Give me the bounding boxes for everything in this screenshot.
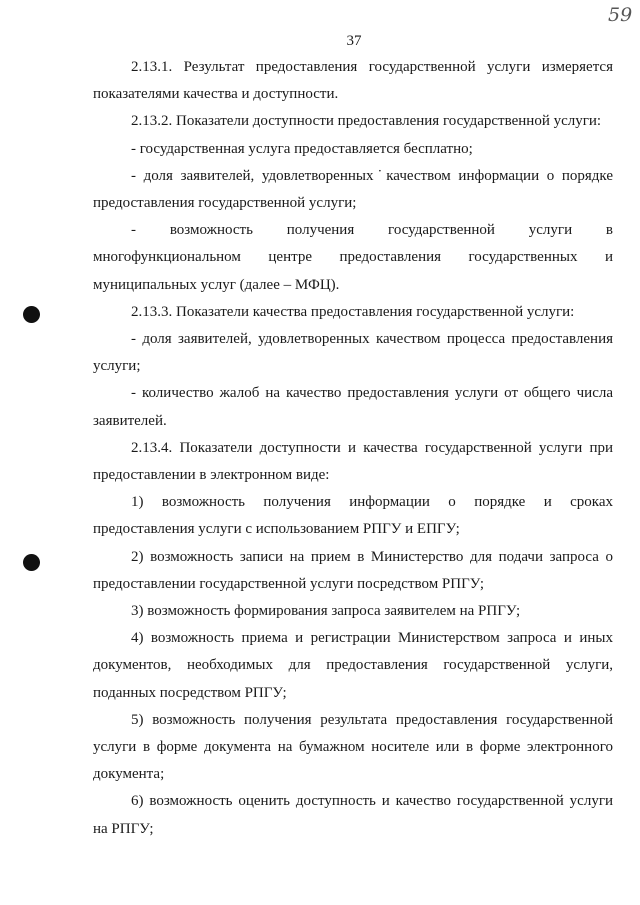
list-item: - доля заявителей, удовлетворенных качеством процесса предоставления услуги; <box>93 331 613 375</box>
list-item: - государственная услуга предоставляется бесплатно; <box>131 140 473 157</box>
list-item: - количество жалоб на качество предоставления услуги от общего числа заявителей. <box>93 385 613 429</box>
punch-hole <box>23 306 40 323</box>
page-number: 37 <box>346 33 362 49</box>
punch-hole <box>23 554 40 571</box>
list-item: 6) возможность оценить доступность и качество государственной услуги на РПГУ; <box>93 793 613 837</box>
list-item: 5) возможность получения результата предоставления государственной услуги в форме документа на бумажном носителе или в форме электронного документа; <box>93 711 613 783</box>
list-item: 4) возможность приема и регистрации Министерством запроса и иных документов, необходимых для предоставления государственной услуги, поданных посредством РПГУ; <box>93 630 613 701</box>
paragraph-2-13-1: 2.13.1. Результат предоставления государственной услуги измеряется показателями качества и доступности. <box>93 59 613 103</box>
paragraph-2-13-2: 2.13.2. Показатели доступности предоставления государственной услуги: <box>131 113 602 130</box>
paragraph-2-13-4: 2.13.4. Показатели доступности и качества государственной услуги при предоставлении в электронном виде: <box>93 439 613 484</box>
list-item: - возможность получения государственной услуги в многофункциональном центре предоставления государственных и муниципальных услуг (далее – МФЦ). <box>93 222 613 293</box>
paragraph-2-13-3: 2.13.3. Показатели качества предоставления государственной услуги: <box>131 303 575 320</box>
handwritten-page-number: 59 <box>608 4 633 26</box>
document-body <box>93 54 613 843</box>
list-item: - доля заявителей, удовлетворенных˙качеством информации о порядке предоставления государственной услуги; <box>93 167 613 212</box>
list-item: 3) возможность формирования запроса заявителем на РПГУ; <box>131 603 521 620</box>
list-item: 2) возможность записи на прием в Министерство для подачи запроса о предоставлении государственной услуги посредством РПГУ; <box>93 548 613 592</box>
list-item: 1) возможность получения информации о порядке и сроках предоставления услуги с использованием РПГУ и ЕПГУ; <box>93 494 613 538</box>
